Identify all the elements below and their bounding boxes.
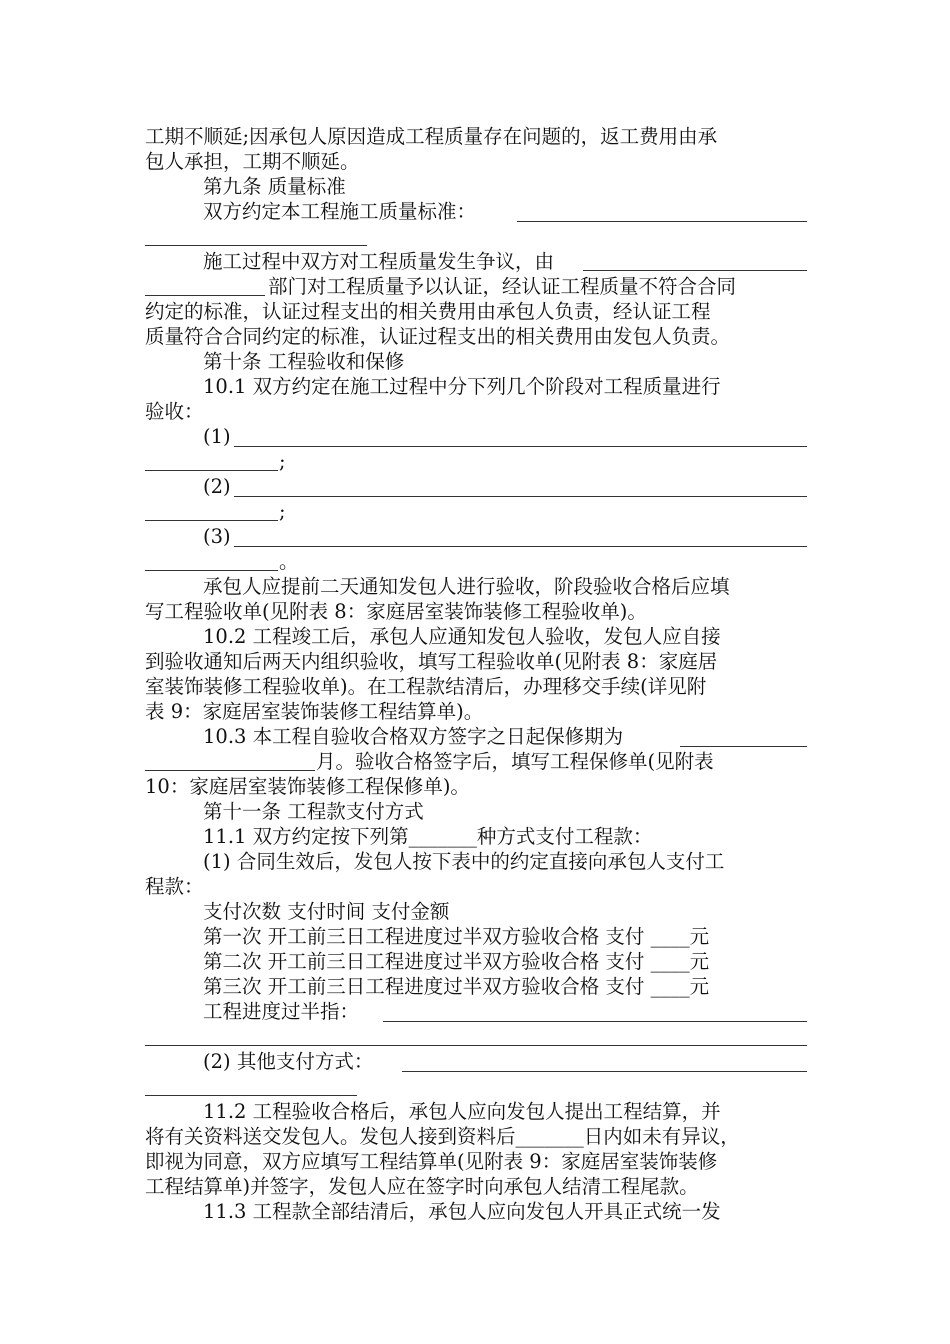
fill-in-blank — [145, 245, 367, 246]
fill-in-blank — [145, 770, 315, 771]
payment-table-header: 支付次数 支付时间 支付金额 — [203, 900, 450, 923]
fill-in-blank — [234, 546, 807, 547]
article-heading: 第九条 质量标准 — [203, 175, 346, 198]
text-line: (2) 其他支付方式： — [203, 1050, 374, 1073]
text-line: 双方约定本工程施工质量标准： — [203, 200, 477, 223]
payment-table-row: 第三次 开工前三日工程进度过半双方验收合格 支付 ____元 — [203, 975, 710, 998]
fill-in-blank — [145, 570, 278, 571]
fill-in-blank — [145, 470, 278, 471]
payment-table-row: 第一次 开工前三日工程进度过半双方验收合格 支付 ____元 — [203, 925, 710, 948]
fill-in-blank — [145, 520, 278, 521]
fill-in-blank — [145, 1045, 807, 1046]
list-item-label: (3) — [203, 525, 231, 548]
text-line: 表 9：家庭居室装饰装修工程结算单)。 — [145, 700, 484, 723]
text-line: 约定的标准，认证过程支出的相关费用由承包人负责，经认证工程 — [145, 300, 711, 323]
text-line: (1) 合同生效后，发包人按下表中的约定直接向承包人支付工 — [203, 850, 725, 873]
text-line: ; — [279, 500, 286, 523]
payment-table-row: 第二次 开工前三日工程进度过半双方验收合格 支付 ____元 — [203, 950, 710, 973]
text-line: 10：家庭居室装饰装修工程保修单)。 — [145, 775, 470, 798]
fill-in-blank — [234, 446, 807, 447]
fill-in-blank — [145, 1095, 357, 1096]
text-line: 将有关资料送交发包人。发包人接到资料后_______日内如未有异议， — [145, 1125, 740, 1148]
text-line: 即视为同意，双方应填写工程结算单(见附表 9：家庭居室装饰装修 — [145, 1150, 718, 1173]
text-line: 月。验收合格签字后，填写工程保修单(见附表 — [316, 750, 714, 773]
text-line: 11.2 工程验收合格后，承包人应向发包人提出工程结算，并 — [203, 1100, 721, 1123]
article-heading: 第十条 工程验收和保修 — [203, 350, 405, 373]
fill-in-blank — [517, 221, 807, 222]
text-line: 程款： — [145, 875, 204, 898]
text-line: ; — [279, 450, 286, 473]
fill-in-blank — [383, 1021, 807, 1022]
text-line: 承包人应提前二天通知发包人进行验收，阶段验收合格后应填 — [203, 575, 730, 598]
list-item-label: (1) — [203, 425, 231, 448]
text-line: 到验收通知后两天内组织验收，填写工程验收单(见附表 8：家庭居 — [145, 650, 718, 673]
text-line: 施工过程中双方对工程质量发生争议，由 — [203, 250, 555, 273]
text-line: 11.1 双方约定按下列第_______种方式支付工程款： — [203, 825, 653, 848]
text-line: 。 — [279, 550, 299, 573]
text-line: 工程结算单)并签字，发包人应在签字时向承包人结清工程尾款。 — [145, 1175, 699, 1198]
text-line: 10.1 双方约定在施工过程中分下列几个阶段对工程质量进行 — [203, 375, 721, 398]
text-line: 写工程验收单(见附表 8：家庭居室装饰装修工程验收单)。 — [145, 600, 647, 623]
text-line: 工程进度过半指： — [203, 1000, 360, 1023]
article-heading: 第十一条 工程款支付方式 — [203, 800, 424, 823]
text-line: 10.2 工程竣工后，承包人应通知发包人验收，发包人应自接 — [203, 625, 721, 648]
fill-in-blank — [402, 1071, 807, 1072]
fill-in-blank — [145, 295, 265, 296]
fill-in-blank — [680, 746, 807, 747]
text-line: 工期不顺延;因承包人原因造成工程质量存在问题的，返工费用由承 — [145, 125, 718, 148]
list-item-label: (2) — [203, 475, 231, 498]
text-line: 10.3 本工程自验收合格双方签字之日起保修期为 — [203, 725, 624, 748]
text-line: 11.3 工程款全部结清后，承包人应向发包人开具正式统一发 — [203, 1200, 721, 1223]
text-line: 验收： — [145, 400, 204, 423]
text-line: 室装饰装修工程验收单)。在工程款结清后，办理移交手续(详见附 — [145, 675, 707, 698]
fill-in-blank — [583, 270, 807, 271]
text-line: 质量符合合同约定的标准，认证过程支出的相关费用由发包人负责。 — [145, 325, 731, 348]
fill-in-blank — [234, 496, 807, 497]
text-line: 包人承担，工期不顺延。 — [145, 150, 360, 173]
text-line: 部门对工程质量予以认证，经认证工程质量不符合合同 — [268, 275, 737, 298]
